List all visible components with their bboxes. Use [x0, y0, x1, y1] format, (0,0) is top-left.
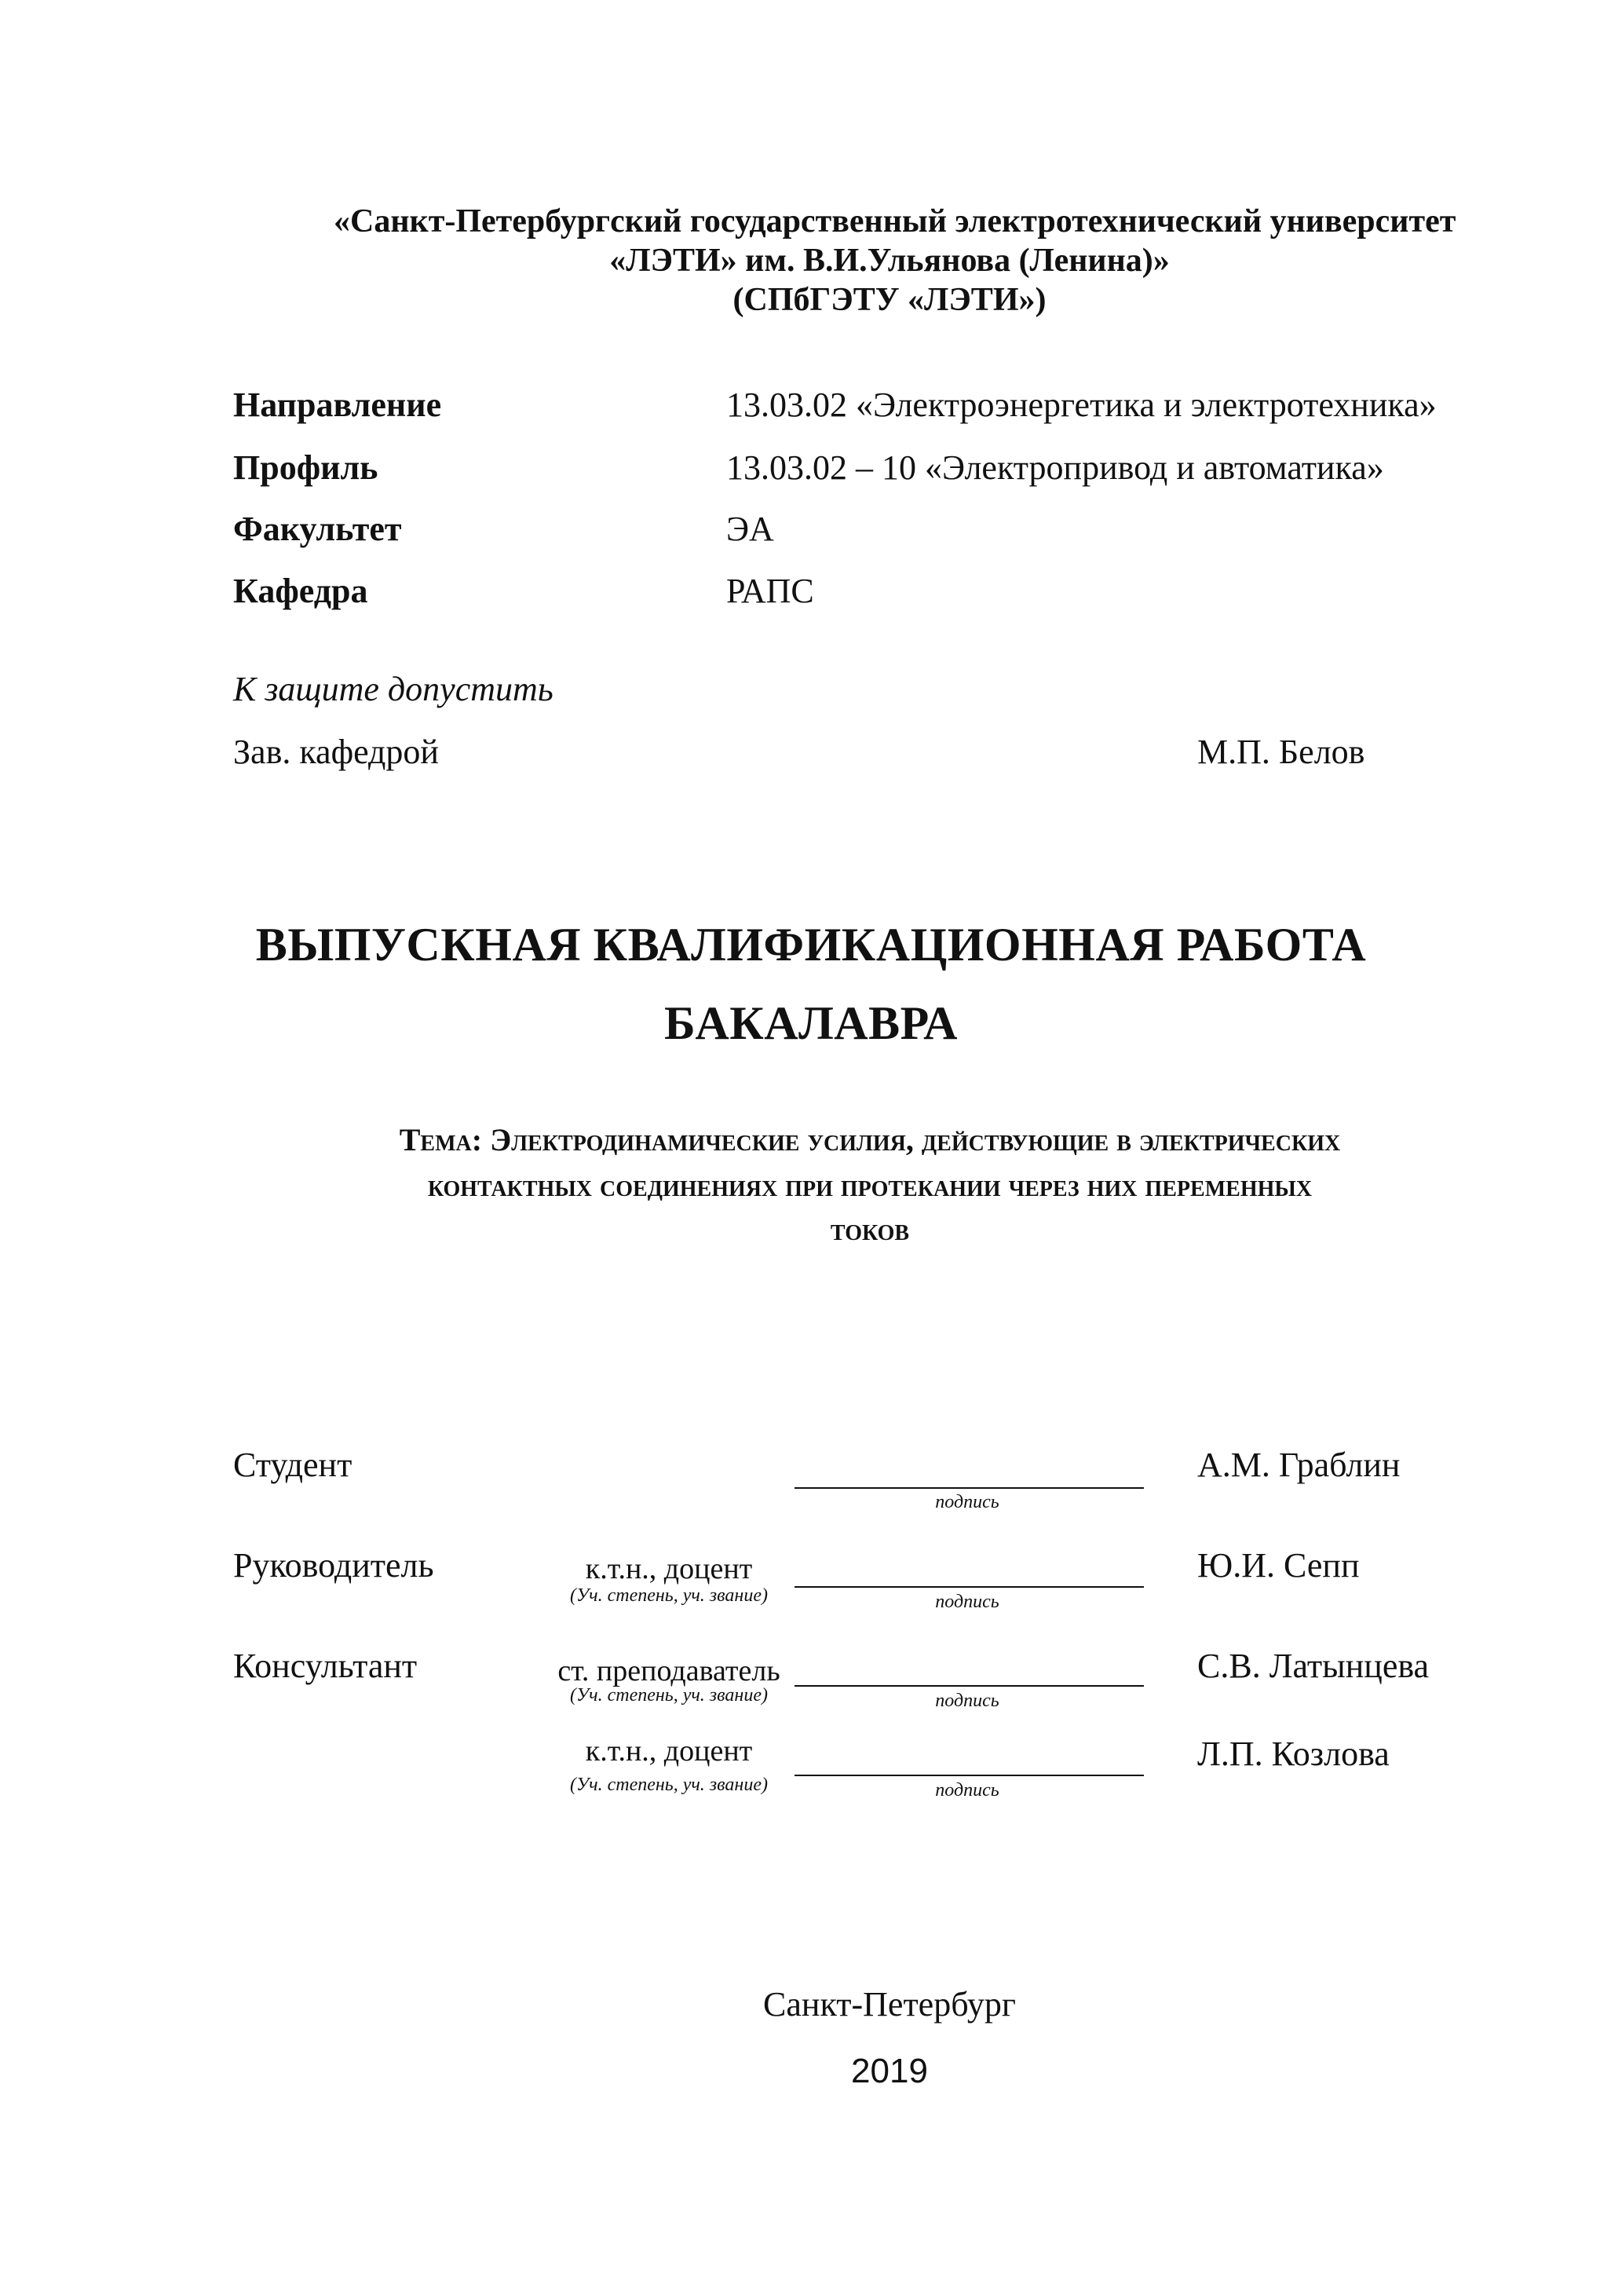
topic-line1 — [181, 1120, 1559, 1161]
profile-value: 13.03.02 – 10 «Электропривод и автоматика» — [726, 448, 1384, 487]
consultant-signature-caption: подпись — [935, 1691, 999, 1711]
consultant-degree: ст. преподаватель — [557, 1654, 780, 1687]
supervisor-signature-caption: подпись — [935, 1592, 999, 1612]
faculty-value: ЭА — [726, 510, 774, 548]
student-signature-caption: подпись — [935, 1492, 999, 1512]
student-name: А.М. Граблин — [1197, 1446, 1401, 1484]
direction-value: 13.03.02 «Электроэнергетика и электротехника» — [726, 386, 1437, 424]
student-role: Студент — [233, 1446, 353, 1484]
supervisor-role: Руководитель — [233, 1546, 434, 1585]
department-value: РАПС — [726, 572, 814, 610]
supervisor-name: Ю.И. Сепп — [1197, 1546, 1360, 1585]
profile-label: Профиль — [233, 448, 378, 487]
document-title-line2: БАКАЛАВРА — [664, 997, 958, 1049]
supervisor-signature-line — [795, 1586, 1144, 1588]
topic-text-line2: контактных соединениях при протекании через них переменных — [427, 1168, 1313, 1203]
topic-line2 — [181, 1165, 1559, 1206]
consultant-degree-caption: (Уч. степень, уч. звание) — [570, 1685, 768, 1706]
consultant-name: С.В. Латынцева — [1197, 1647, 1430, 1685]
year: 2019 — [851, 2052, 928, 2090]
head-of-department-name: М.П. Белов — [1197, 733, 1365, 771]
document-title-line1: ВЫПУСКНАЯ КВАЛИФИКАЦИОННАЯ РАБОТА — [255, 919, 1367, 971]
topic-text-line3: токов — [830, 1212, 910, 1247]
faculty-label: Факультет — [233, 510, 402, 548]
consultant-signature-line — [795, 1685, 1144, 1687]
consultant2-degree: к.т.н., доцент — [585, 1735, 753, 1768]
city: Санкт-Петербург — [763, 1985, 1016, 2024]
direction-label: Направление — [233, 386, 442, 424]
consultant2-signature-caption: подпись — [935, 1780, 999, 1801]
consultant2-signature-line — [795, 1775, 1144, 1776]
consultant2-degree-caption: (Уч. степень, уч. звание) — [570, 1775, 768, 1795]
topic-prefix: Тема: — [399, 1122, 483, 1157]
university-abbreviation: (СПбГЭТУ «ЛЭТИ») — [732, 282, 1047, 318]
topic-line3 — [181, 1209, 1559, 1250]
topic-text-line1: Электродинамические усилия, действующие в электрических — [490, 1122, 1341, 1157]
university-name-line2: «ЛЭТИ» им. В.И.Ульянова (Ленина)» — [609, 243, 1170, 279]
consultant2-name: Л.П. Козлова — [1197, 1735, 1390, 1773]
department-label: Кафедра — [233, 572, 368, 610]
supervisor-degree-caption: (Уч. степень, уч. звание) — [570, 1585, 768, 1606]
student-signature-line — [795, 1487, 1144, 1489]
university-name-line1: «Санкт-Петербургский государственный электротехнический университет — [334, 203, 1456, 239]
head-of-department-label: Зав. кафедрой — [233, 733, 439, 771]
supervisor-degree: к.т.н., доцент — [585, 1552, 753, 1585]
consultant-role: Консультант — [233, 1647, 418, 1685]
defense-approval-text: К защите допустить — [233, 670, 553, 708]
